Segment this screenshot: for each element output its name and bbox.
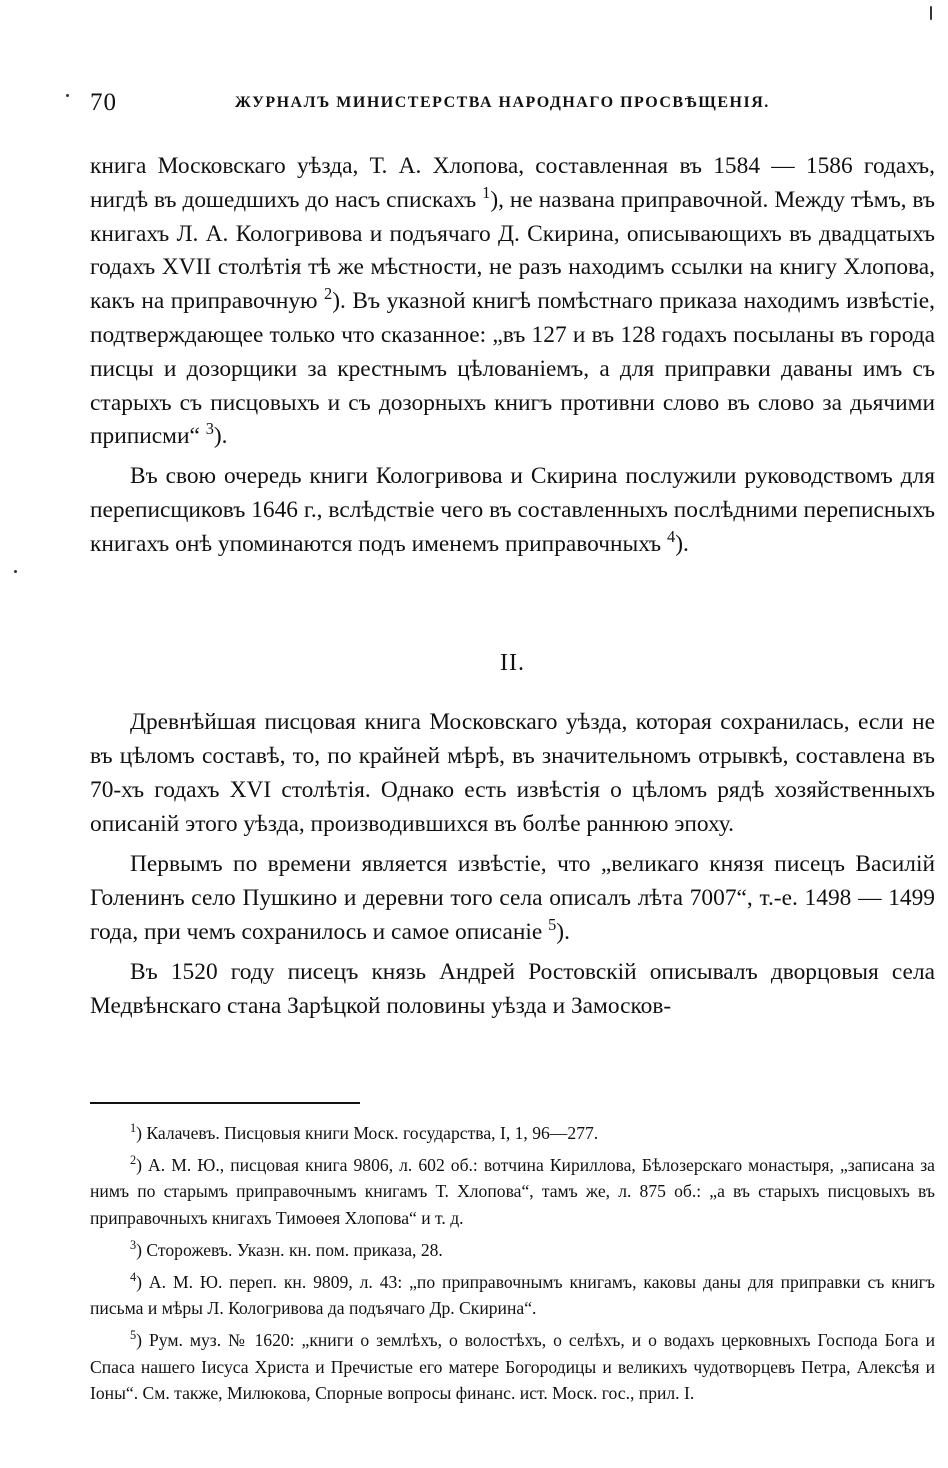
footnotes (90, 1120, 935, 1412)
text-run: ). (675, 530, 689, 557)
text-run: ). Въ указной книгѣ помѣстнаго приказа находимъ извѣстіе, подтверждающее только что сказанное: „въ 127 и въ 128 годахъ посыланы въ города писцы и дозорщики за крестнымъ цѣлованіемъ, а для приправки даваны имъ съ старыхъ съ писцовыхъ и съ дозорныхъ книгъ противни слово въ слово за дьячими приписми“ (90, 288, 935, 450)
footnote-text: ) А. М. Ю. переп. кн. 9809, л. 43: „по приправочнымъ книгамъ, каковы даны для приправки съ книгъ письма и мѣры Л. Кологривова да подъячаго Др. Скирина“. (90, 1272, 935, 1319)
print-speck (66, 94, 69, 97)
print-speck (930, 6, 932, 20)
text-run: ). (556, 919, 570, 945)
print-speck (14, 570, 17, 573)
text-run: ). (213, 423, 228, 450)
footnote (90, 1327, 935, 1406)
footnote-ref: 1 (482, 183, 491, 202)
page-header (90, 86, 935, 120)
footnote-ref: 4 (667, 526, 676, 546)
footnote (90, 1269, 935, 1321)
footnote-ref: 2 (324, 284, 333, 304)
text-run: книга Московскаго уѣзда, Т. А. Хлопова, составленная въ 1584 — 1586 годахъ, нигдѣ въ дошедшихъ до насъ спискахъ (90, 153, 935, 213)
footnote (90, 1237, 935, 1263)
paragraph (90, 847, 935, 949)
text-run: Первымъ по времени является извѣстіе, что „великаго князя писецъ Василій Голенинъ село Пушкино и деревни того села описалъ лѣта 7007“, т.-е. 1498 — 1499 года, при чемъ сохранилось и самое описаніе (90, 851, 935, 945)
paragraph: Древнѣйшая писцовая книга Московскаго уѣзда, которая сохранилась, если не въ цѣломъ составѣ, то, по крайней мѣрѣ, въ значительномъ отрывкѣ, составлена въ 70-хъ годахъ XVI столѣтія. Однако есть извѣстія о цѣломъ рядѣ хозяйственныхъ описаній этого уѣзда, производившихся въ болѣе раннюю эпоху. (90, 709, 935, 837)
paragraph-continued (90, 150, 935, 454)
footnote-ref: 5 (548, 915, 557, 935)
running-title: ЖУРНАЛЪ МИНИСТЕРСТВА НАРОДНАГО ПРОСВѢЩЕНІЯ. (235, 94, 770, 111)
footnote-mark: 4 (130, 1270, 137, 1285)
footnote (90, 1152, 935, 1231)
footnote-mark: 2 (130, 1153, 137, 1168)
paragraph (90, 460, 935, 561)
footnote-text: ) Калачевъ. Писцовыя книги Моск. государства, I, 1, 96—277. (136, 1123, 599, 1143)
footnote-ref: 3 (205, 419, 214, 439)
footnote-mark: 3 (130, 1237, 137, 1252)
footnote-text: ) Сторожевъ. Указн. кн. пом. приказа, 28. (136, 1239, 443, 1260)
section-text (90, 705, 935, 1029)
footnote-mark: 5 (130, 1328, 137, 1343)
text-run: Въ свою очередь книги Кологривова и Скирина послужили руководствомъ для переписщиковъ 1646 г., вслѣдствіе чего въ составленныхъ послѣдними переписныхъ книгахъ онѣ упоминаются подъ именемъ приправочныхъ (90, 463, 935, 557)
footnote (90, 1120, 935, 1146)
footnote-mark: 1 (130, 1121, 137, 1136)
body-text (90, 150, 935, 568)
footnote-text: ) Рум. муз. № 1620: „книги о землѣхъ, о волостѣхъ, о селѣхъ, и о водахъ церковныхъ Господа Бога и Спаса нашего Іисуса Христа и Пречистые его матере Богородицы и великихъ чудотворцевъ Петра, Алексѣя и Іоны“. См. также, Милюкова, Спорные вопросы финанс. ист. Моск. гос., прил. I. (90, 1330, 935, 1403)
text-run: ), не названа приправочной. Между тѣмъ, въ книгахъ Л. А. Кологривова и подъячаго Д. Скирина, описывающихъ въ двадцатыхъ годахъ XVII столѣтія тѣ же мѣстности, не разъ находимъ ссылки на книгу Хлопова, какъ на приправочную (90, 186, 935, 315)
paragraph: Въ 1520 году писецъ князь Андрей Ростовскій описывалъ дворцовыя села Медвѣнскаго стана Зарѣцкой половины уѣзда и Замосков- (90, 959, 935, 1019)
footnote-divider (90, 1102, 360, 1104)
page-number: 70 (90, 89, 117, 116)
footnote-text: ) А. М. Ю., писцовая книга 9806, л. 602 об.: вотчина Кириллова, Бѣлозерскаго монастыря, „записана за нимъ по старымъ приправочнымъ книгамъ Т. Хлопова“, тамъ же, л. 875 об.: „а въ старыхъ писцовыхъ въ приправочныхъ книгахъ Тимоѳея Хлопова“ и т. д. (90, 1155, 935, 1228)
section-heading: II. (500, 650, 525, 676)
